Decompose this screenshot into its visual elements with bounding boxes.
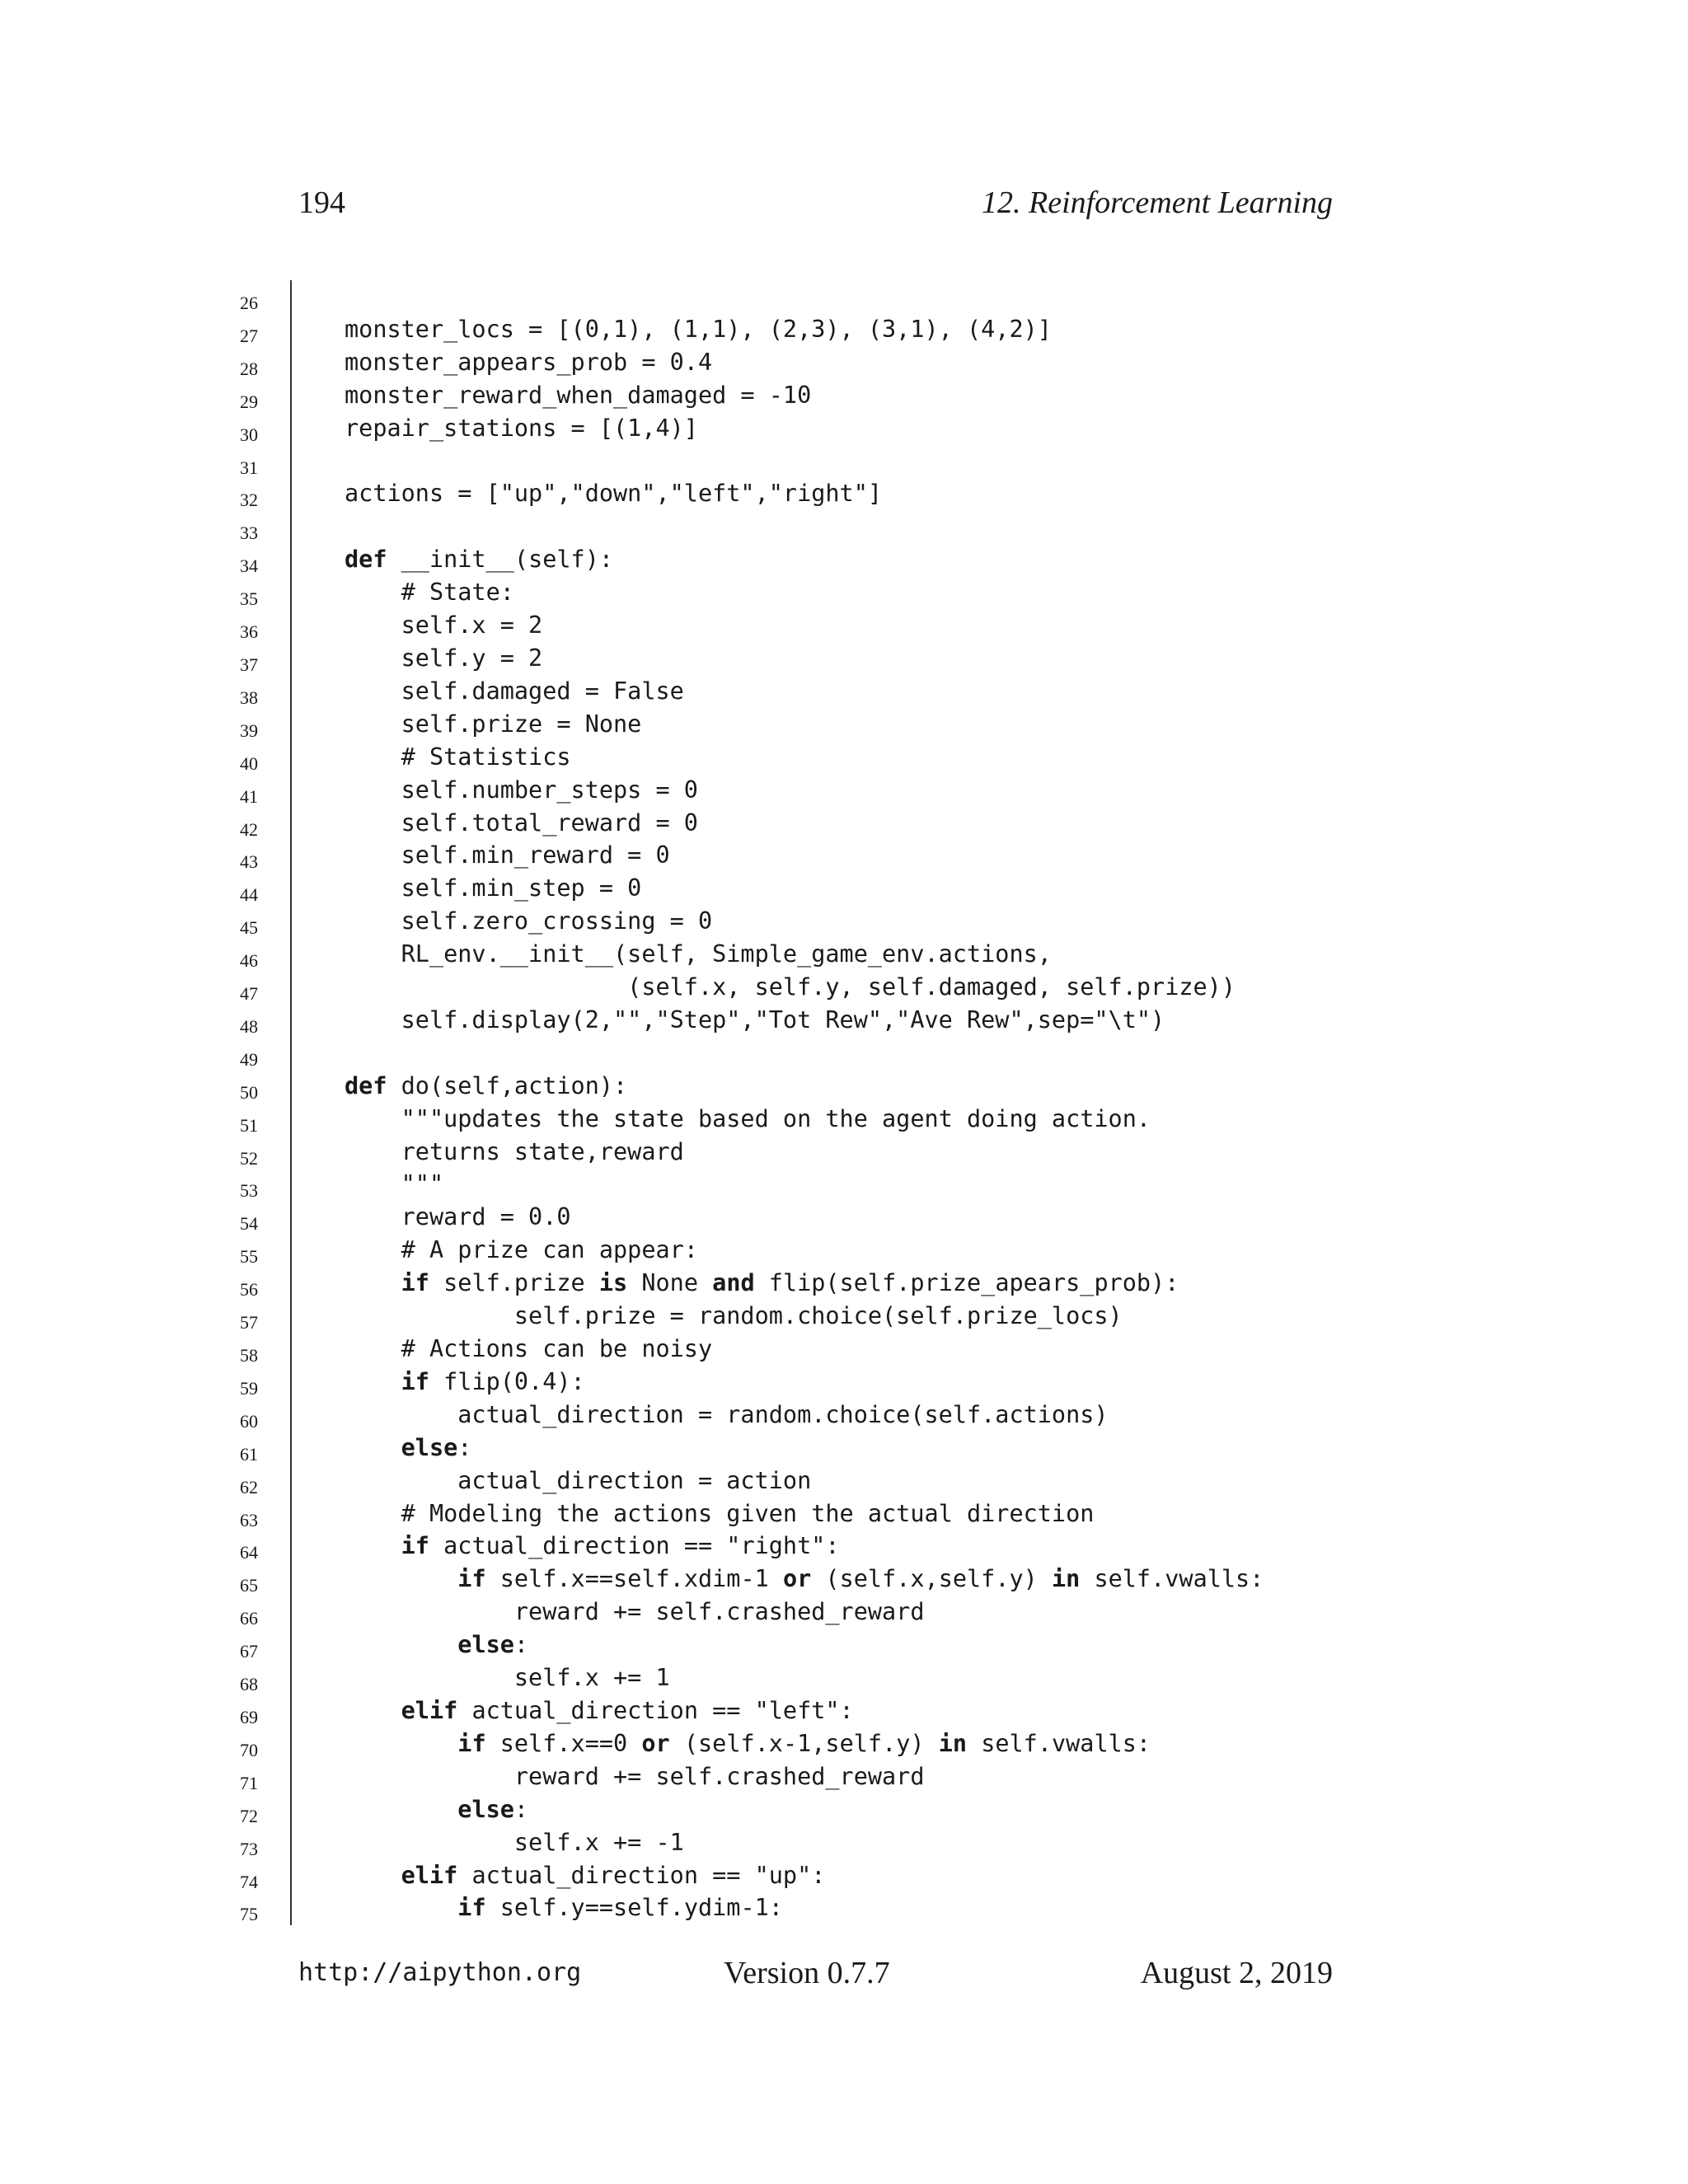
code-token: self.prize bbox=[429, 1269, 599, 1297]
code-token: self.vwalls: bbox=[967, 1729, 1151, 1757]
code-token: RL_env.__init__(self, Simple_game_env.actions, bbox=[345, 940, 1052, 968]
code-token bbox=[345, 1894, 457, 1921]
line-number: 73 bbox=[240, 1838, 258, 1859]
line-number: 27 bbox=[240, 325, 258, 346]
code-keyword: or bbox=[641, 1729, 670, 1757]
code-line bbox=[223, 807, 1459, 840]
code-token: # Actions can be noisy bbox=[345, 1335, 713, 1362]
line-number: 49 bbox=[240, 1048, 258, 1070]
code-text bbox=[345, 938, 1052, 971]
line-number: 60 bbox=[240, 1410, 258, 1432]
code-token bbox=[345, 1269, 401, 1296]
code-keyword: if bbox=[401, 1532, 429, 1560]
code-token bbox=[345, 1434, 401, 1461]
code-line bbox=[223, 1465, 1459, 1497]
code-token: self.prize = None bbox=[345, 710, 642, 738]
code-text bbox=[345, 1563, 1264, 1596]
code-token: (self.x-1,self.y) bbox=[669, 1729, 939, 1757]
code-token: : bbox=[513, 1631, 529, 1659]
code-keyword: in bbox=[938, 1729, 968, 1757]
code-token: : bbox=[457, 1433, 472, 1461]
code-keyword: if bbox=[457, 1894, 486, 1922]
code-text bbox=[345, 346, 712, 379]
code-token: (self.x,self.y) bbox=[811, 1565, 1052, 1593]
code-line bbox=[223, 1168, 1459, 1201]
page-footer bbox=[298, 1950, 1333, 1996]
code-text bbox=[345, 477, 882, 510]
line-number: 63 bbox=[240, 1509, 258, 1530]
line-number: 67 bbox=[240, 1641, 258, 1662]
code-token: : bbox=[513, 1795, 529, 1823]
code-token: self.x += 1 bbox=[345, 1664, 670, 1692]
code-text bbox=[345, 1596, 925, 1629]
code-token: flip(self.prize_apears_prob): bbox=[754, 1269, 1179, 1297]
code-token: """updates the state based on the agent doing action. bbox=[345, 1104, 1151, 1132]
code-token: do(self,action): bbox=[387, 1071, 628, 1099]
line-number: 72 bbox=[240, 1805, 258, 1826]
code-text bbox=[345, 905, 712, 938]
code-text bbox=[345, 1333, 712, 1366]
code-text bbox=[345, 708, 641, 741]
code-token: # State: bbox=[345, 579, 514, 607]
code-keyword: if bbox=[457, 1565, 486, 1593]
code-token: reward = 0.0 bbox=[345, 1203, 571, 1231]
code-token: self.x==self.xdim-1 bbox=[485, 1565, 783, 1593]
code-line bbox=[223, 1826, 1459, 1859]
code-token: flip(0.4): bbox=[429, 1367, 585, 1395]
code-line bbox=[223, 609, 1459, 642]
code-text bbox=[345, 1694, 854, 1727]
code-line bbox=[223, 872, 1459, 905]
code-text bbox=[345, 1201, 571, 1234]
code-line bbox=[223, 1004, 1459, 1037]
code-line bbox=[223, 379, 1459, 412]
line-number: 74 bbox=[240, 1871, 258, 1892]
code-line bbox=[223, 905, 1459, 938]
code-text bbox=[345, 1859, 825, 1892]
code-keyword: if bbox=[401, 1269, 429, 1297]
line-number: 29 bbox=[240, 391, 258, 412]
line-number: 51 bbox=[240, 1114, 258, 1136]
code-text bbox=[345, 741, 571, 774]
code-token: monster_locs = [(0,1), (1,1), (2,3), (3,1), (4,2)] bbox=[345, 315, 1052, 343]
code-text bbox=[345, 1399, 1109, 1432]
code-line bbox=[223, 1694, 1459, 1727]
line-number: 58 bbox=[240, 1345, 258, 1366]
code-keyword: in bbox=[1051, 1565, 1081, 1593]
code-line bbox=[223, 576, 1459, 609]
code-line bbox=[223, 1793, 1459, 1826]
line-number: 38 bbox=[240, 687, 258, 708]
code-text bbox=[345, 1103, 1151, 1136]
line-number: 42 bbox=[240, 818, 258, 840]
code-token: self.prize = random.choice(self.prize_locs) bbox=[345, 1302, 1123, 1330]
line-number: 37 bbox=[240, 654, 258, 675]
code-text bbox=[345, 1629, 528, 1661]
code-line bbox=[223, 1234, 1459, 1267]
line-number: 36 bbox=[240, 621, 258, 643]
code-line bbox=[223, 510, 1459, 543]
code-keyword: def bbox=[345, 1071, 387, 1099]
code-line bbox=[223, 1070, 1459, 1103]
code-token: self.x = 2 bbox=[345, 612, 543, 640]
code-token: reward += self.crashed_reward bbox=[345, 1762, 925, 1790]
code-token: repair_stations = [(1,4)] bbox=[345, 414, 698, 442]
code-text bbox=[345, 1267, 1179, 1300]
code-line bbox=[223, 1103, 1459, 1136]
line-number: 48 bbox=[240, 1015, 258, 1037]
code-token: """ bbox=[345, 1170, 444, 1198]
line-number: 66 bbox=[240, 1608, 258, 1629]
code-listing bbox=[223, 280, 1459, 1924]
line-number: 34 bbox=[240, 555, 258, 577]
code-token: self.min_step = 0 bbox=[345, 874, 642, 902]
line-number: 40 bbox=[240, 752, 258, 774]
code-text bbox=[345, 774, 698, 807]
code-line bbox=[223, 1366, 1459, 1399]
code-line bbox=[223, 741, 1459, 774]
code-line bbox=[223, 1399, 1459, 1432]
line-number: 44 bbox=[240, 884, 258, 906]
code-line bbox=[223, 280, 1459, 313]
code-text bbox=[345, 1530, 840, 1563]
code-line bbox=[223, 1267, 1459, 1300]
code-line bbox=[223, 1661, 1459, 1694]
line-number: 30 bbox=[240, 424, 258, 445]
code-token: actual_direction == "left": bbox=[457, 1696, 854, 1724]
code-text bbox=[345, 543, 613, 576]
code-keyword: is bbox=[598, 1269, 628, 1297]
code-line bbox=[223, 708, 1459, 741]
code-token: monster_appears_prob = 0.4 bbox=[345, 348, 713, 376]
line-number: 26 bbox=[240, 293, 258, 313]
line-number: 57 bbox=[240, 1312, 258, 1333]
code-text bbox=[345, 1727, 1151, 1760]
code-line bbox=[223, 774, 1459, 807]
page-header bbox=[298, 180, 1333, 226]
code-line bbox=[223, 675, 1459, 708]
line-number: 39 bbox=[240, 719, 258, 741]
code-line bbox=[223, 1333, 1459, 1366]
code-token: self.y = 2 bbox=[345, 644, 543, 672]
chapter-title: 12. Reinforcement Learning bbox=[981, 185, 1333, 220]
code-text bbox=[345, 1497, 1094, 1530]
code-line bbox=[223, 1530, 1459, 1563]
code-token: __init__(self): bbox=[387, 546, 614, 574]
code-token bbox=[345, 1532, 401, 1559]
code-line bbox=[223, 1727, 1459, 1760]
line-number: 46 bbox=[240, 950, 258, 972]
code-text bbox=[345, 1300, 1123, 1333]
code-token: self.min_reward = 0 bbox=[345, 841, 670, 869]
code-text bbox=[345, 1661, 670, 1694]
code-token: returns state,reward bbox=[345, 1137, 684, 1165]
line-number: 47 bbox=[240, 983, 258, 1005]
code-text bbox=[345, 313, 1052, 346]
code-line bbox=[223, 938, 1459, 971]
code-keyword: else bbox=[457, 1795, 514, 1823]
line-number: 33 bbox=[240, 523, 258, 544]
line-number: 65 bbox=[240, 1575, 258, 1596]
code-token: actions = ["up","down","left","right"] bbox=[345, 480, 883, 508]
code-line bbox=[223, 412, 1459, 445]
line-number: 41 bbox=[240, 785, 258, 807]
code-text bbox=[345, 807, 698, 840]
code-token bbox=[345, 1631, 457, 1658]
code-token: self.display(2,"","Step","Tot Rew","Ave Rew",sep="\t") bbox=[345, 1005, 1165, 1033]
code-text bbox=[345, 379, 811, 412]
code-text bbox=[345, 1432, 471, 1465]
code-line bbox=[223, 1629, 1459, 1661]
code-token: None bbox=[627, 1269, 713, 1297]
line-number: 32 bbox=[240, 490, 258, 511]
code-line bbox=[223, 642, 1459, 675]
page-number: 194 bbox=[298, 185, 345, 220]
line-number: 62 bbox=[240, 1476, 258, 1497]
line-number: 64 bbox=[240, 1542, 258, 1563]
code-line bbox=[223, 445, 1459, 478]
code-line bbox=[223, 971, 1459, 1004]
code-line bbox=[223, 839, 1459, 872]
code-text bbox=[345, 1168, 443, 1201]
code-line bbox=[223, 1760, 1459, 1793]
line-number: 68 bbox=[240, 1674, 258, 1695]
code-text bbox=[345, 675, 684, 708]
code-token: # Statistics bbox=[345, 743, 571, 771]
line-number: 69 bbox=[240, 1706, 258, 1727]
line-number: 50 bbox=[240, 1081, 258, 1103]
code-token: self.y==self.ydim-1: bbox=[485, 1894, 783, 1922]
code-keyword: else bbox=[401, 1433, 458, 1461]
code-text bbox=[345, 412, 698, 445]
footer-url-link[interactable]: http://aipython.org bbox=[298, 1958, 582, 1987]
code-text bbox=[345, 576, 514, 609]
code-token: self.damaged = False bbox=[345, 677, 684, 705]
code-text bbox=[345, 642, 542, 675]
line-number: 75 bbox=[240, 1904, 258, 1925]
code-token: # A prize can appear: bbox=[345, 1236, 698, 1264]
code-token: monster_reward_when_damaged = -10 bbox=[345, 381, 812, 409]
code-line bbox=[223, 1563, 1459, 1596]
line-number: 71 bbox=[240, 1772, 258, 1793]
code-text bbox=[345, 1004, 1165, 1037]
code-line bbox=[223, 1300, 1459, 1333]
code-line bbox=[223, 1037, 1459, 1070]
code-text bbox=[345, 872, 641, 905]
code-token: self.vwalls: bbox=[1080, 1565, 1264, 1593]
code-token bbox=[345, 1565, 457, 1592]
line-number: 43 bbox=[240, 851, 258, 873]
code-token: reward += self.crashed_reward bbox=[345, 1598, 925, 1626]
code-token: actual_direction = action bbox=[345, 1466, 812, 1494]
code-token: (self.x, self.y, self.damaged, self.prize)) bbox=[345, 973, 1236, 1001]
code-token bbox=[345, 1730, 457, 1757]
code-token: actual_direction = random.choice(self.actions) bbox=[345, 1400, 1109, 1428]
code-token: # Modeling the actions given the actual direction bbox=[345, 1499, 1095, 1527]
code-keyword: elif bbox=[401, 1861, 458, 1889]
code-token: self.number_steps = 0 bbox=[345, 776, 698, 804]
code-token bbox=[345, 1862, 401, 1889]
code-keyword: if bbox=[457, 1729, 486, 1757]
code-line bbox=[223, 1859, 1459, 1892]
line-number: 28 bbox=[240, 358, 258, 379]
line-number: 53 bbox=[240, 1180, 258, 1202]
code-token bbox=[345, 1697, 401, 1724]
code-line bbox=[223, 543, 1459, 576]
line-number: 70 bbox=[240, 1739, 258, 1760]
code-text bbox=[345, 1234, 698, 1267]
line-number: 61 bbox=[240, 1443, 258, 1465]
code-token: self.x += -1 bbox=[345, 1828, 684, 1856]
code-keyword: def bbox=[345, 546, 387, 574]
line-number: 52 bbox=[240, 1147, 258, 1169]
code-text bbox=[345, 1760, 925, 1793]
code-token: self.x==0 bbox=[485, 1729, 642, 1757]
code-token: actual_direction == "right": bbox=[429, 1532, 840, 1560]
code-keyword: or bbox=[782, 1565, 812, 1593]
code-line bbox=[223, 1432, 1459, 1465]
code-keyword: elif bbox=[401, 1696, 458, 1724]
code-text bbox=[345, 1826, 684, 1859]
code-line bbox=[223, 1136, 1459, 1169]
line-number: 59 bbox=[240, 1377, 258, 1399]
code-token: self.total_reward = 0 bbox=[345, 808, 698, 837]
code-text bbox=[345, 971, 1236, 1004]
line-number: 54 bbox=[240, 1213, 258, 1235]
line-number: 55 bbox=[240, 1246, 258, 1268]
code-text bbox=[345, 1891, 783, 1924]
code-line bbox=[223, 313, 1459, 346]
line-number: 56 bbox=[240, 1279, 258, 1301]
code-text bbox=[345, 1366, 585, 1399]
code-line bbox=[223, 1596, 1459, 1629]
footer-version: Version 0.7.7 bbox=[724, 1956, 890, 1990]
code-text bbox=[345, 1793, 528, 1826]
code-text bbox=[345, 1136, 684, 1169]
code-line bbox=[223, 477, 1459, 510]
code-text bbox=[345, 839, 670, 872]
code-line bbox=[223, 1891, 1459, 1924]
code-token: self.zero_crossing = 0 bbox=[345, 907, 713, 935]
code-line bbox=[223, 346, 1459, 379]
footer-date: August 2, 2019 bbox=[1140, 1956, 1333, 1990]
code-text bbox=[345, 609, 542, 642]
code-line bbox=[223, 1497, 1459, 1530]
code-text bbox=[345, 1465, 811, 1497]
code-keyword: if bbox=[401, 1367, 429, 1395]
code-token bbox=[345, 1368, 401, 1395]
line-number: 45 bbox=[240, 917, 258, 939]
code-text bbox=[345, 1070, 627, 1103]
line-number: 35 bbox=[240, 588, 258, 610]
code-token bbox=[345, 1796, 457, 1823]
code-keyword: else bbox=[457, 1631, 514, 1659]
code-line bbox=[223, 1201, 1459, 1234]
line-number: 31 bbox=[240, 457, 258, 478]
code-keyword: and bbox=[712, 1269, 755, 1297]
code-token: actual_direction == "up": bbox=[457, 1861, 826, 1889]
